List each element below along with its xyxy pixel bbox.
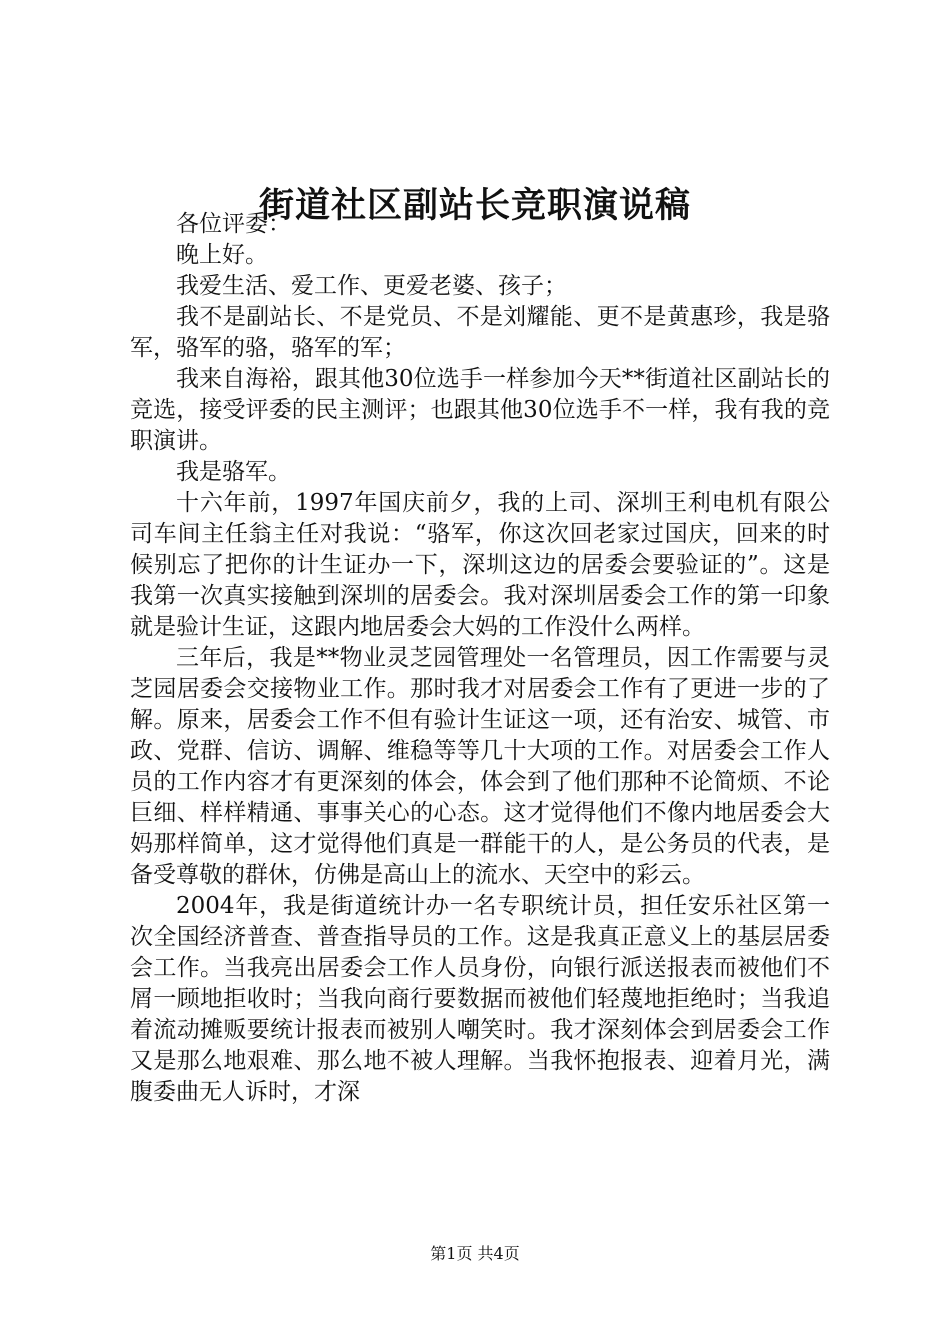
paragraph-greeting: 晚上好。 [176,242,268,268]
paragraph: 我爱生活、爱工作、更爱老婆、孩子； [176,273,567,299]
page-footer: 第1页 共4页 [430,1244,520,1263]
paragraph: 2004年，我是街道统计办一名专职统计员，担任安乐社区第一次全国经济普查、普查指导员的工作。这是我真正意义上的基层居委会工作。当我亮出居委会工作人员身份，向银行派送报表而被他们不屑一顾地拒收时；当我向商行要数据而被他们轻蔑地拒绝时；当我追着流动摊贩要统计报表而被别人嘲笑时。我才深刻体会到居委会工作又是那么地艰难、那么地不被人理解。当我怀抱报表、迎着月光，满腹委曲无人诉时，才深 [130,893,830,1105]
document-body [130,209,830,1108]
paragraph: 十六年前，1997年国庆前夕，我的上司、深圳王利电机有限公司车间主任翁主任对我说：“骆军，你这次回老家过国庆，回来的时候别忘了把你的计生证办一下，深圳这边的居委会要验证的”。这是我第一次真实接触到深圳的居委会。我对深圳居委会工作的第一印象就是验计生证，这跟内地居委会大妈的工作没什么两样。 [130,490,830,640]
paragraph: 三年后，我是**物业灵芝园管理处一名管理员，因工作需要与灵芝园居委会交接物业工作。那时我才对居委会工作有了更进一步的了解。原来，居委会工作不但有验计生证这一项，还有治安、城管、市政、党群、信访、调解、维稳等等几十大项的工作。对居委会工作人员的工作内容才有更深刻的体会，体会到了他们那种不论简烦、不论巨细、样样精通、事事关心的心态。这才觉得他们不像内地居委会大妈那样简单，这才觉得他们真是一群能干的人，是公务员的代表，是备受尊敬的群休，仿佛是高山上的流水、天空中的彩云。 [130,645,830,888]
document-title: 街道社区副站长竞职演说稿 [258,185,691,226]
paragraph: 我不是副站长、不是党员、不是刘耀能、更不是黄惠珍，我是骆军，骆军的骆，骆军的军； [130,304,830,361]
paragraph: 我来自海裕，跟其他30位选手一样参加今天**街道社区副站长的竞选，接受评委的民主测评；也跟其他30位选手不一样，我有我的竞职演讲。 [130,366,830,454]
paragraph: 我是骆军。 [176,459,291,485]
paragraph-salutation: 各位评委： [176,211,291,237]
